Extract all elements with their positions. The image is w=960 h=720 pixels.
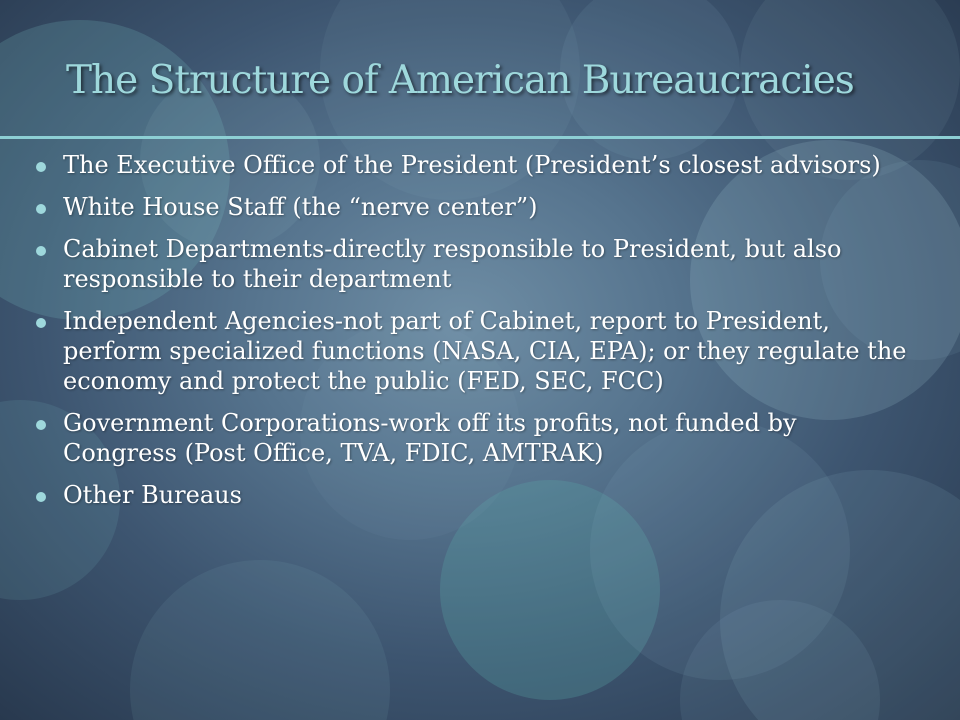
title-divider xyxy=(0,136,960,139)
bullet-item xyxy=(36,306,916,396)
bullet-item xyxy=(36,234,916,294)
background-circle xyxy=(680,600,880,720)
bullet-item xyxy=(36,150,916,180)
bullet-text: White House Staff (the “nerve center”) xyxy=(63,193,538,221)
background-circle xyxy=(130,560,390,720)
bullet-dot-icon xyxy=(36,162,46,172)
bullet-text: Independent Agencies-not part of Cabinet, report to President, perform specialized functions (NASA, CIA, EPA); or they regulate the economy and protect the public (FED, SEC, FCC) xyxy=(63,307,907,395)
bullet-text: Government Corporations-work off its profits, not funded by Congress (Post Office, TVA, FDIC, AMTRAK) xyxy=(63,409,797,467)
bullet-dot-icon xyxy=(36,318,46,328)
bullet-dot-icon xyxy=(36,246,46,256)
bullet-item xyxy=(36,480,916,510)
bullet-item xyxy=(36,192,916,222)
bullet-text: The Executive Office of the President (President’s closest advisors) xyxy=(63,151,881,179)
slide-title: The Structure of American Bureaucracies xyxy=(66,58,854,103)
bullet-item xyxy=(36,408,916,468)
bullet-dot-icon xyxy=(36,204,46,214)
bullet-dot-icon xyxy=(36,420,46,430)
bullet-list xyxy=(36,150,916,522)
bullet-dot-icon xyxy=(36,492,46,502)
bullet-text: Other Bureaus xyxy=(63,481,242,509)
bullet-text: Cabinet Departments-directly responsible to President, but also responsible to their department xyxy=(63,235,842,293)
